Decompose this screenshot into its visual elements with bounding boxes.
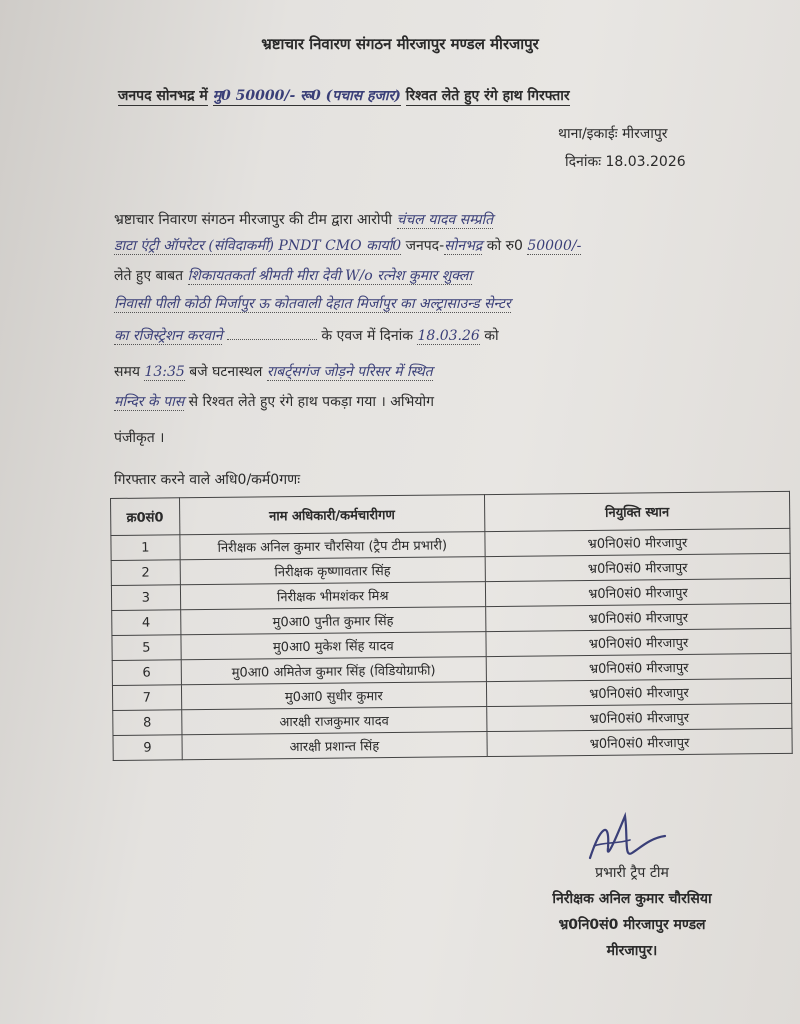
body-line-3 xyxy=(114,266,472,285)
body-line-2 xyxy=(114,236,581,255)
roster-table xyxy=(110,491,793,761)
row-posting: भ्र0नि0सं0 मीरजापुर xyxy=(485,578,790,606)
body-line-1 xyxy=(114,210,493,229)
body-l6-printed-a: समय xyxy=(114,364,140,380)
row-serial: 2 xyxy=(111,560,180,586)
signatory-name: निरीक्षक अनिल कुमार चौरसिया xyxy=(552,891,712,907)
row-serial: 6 xyxy=(112,660,181,686)
body-l3-printed: लेते हुए बाबत xyxy=(114,268,184,284)
row-serial: 3 xyxy=(111,585,180,611)
row-name: आरक्षी प्रशान्त सिंह xyxy=(182,732,488,760)
accused-designation: डाटा एंट्री ऑपरेटर (संविदाकर्मी) PNDT CMO कार्या0 xyxy=(114,238,402,254)
row-posting: भ्र0नि0सं0 मीरजापुर xyxy=(486,628,791,656)
row-posting: भ्र0नि0सं0 मीरजापुर xyxy=(487,728,792,756)
body-line-8: पंजीकृत । xyxy=(114,430,165,446)
body-l2-printed-a: जनपद- xyxy=(405,238,445,254)
row-name: निरीक्षक अनिल कुमार चौरसिया (ट्रैप टीम प्रभारी) xyxy=(180,532,486,560)
row-serial: 1 xyxy=(111,535,180,561)
body-line-4 xyxy=(114,294,511,313)
column-header-serial: क्र0सं0 xyxy=(111,498,180,536)
body-l5-printed: के एवज में दिनांक xyxy=(321,328,413,344)
bribe-amount: 50000/- xyxy=(527,238,582,254)
row-posting: भ्र0नि0सं0 मीरजापुर xyxy=(486,603,791,631)
row-name: मु0आ0 मुकेश सिंह यादव xyxy=(181,632,487,660)
body-line-5 xyxy=(114,326,499,345)
row-serial: 7 xyxy=(112,685,181,711)
row-serial: 8 xyxy=(113,710,182,736)
row-serial: 5 xyxy=(112,635,181,661)
column-header-posting: नियुक्ति स्थान xyxy=(484,491,789,531)
incident-location: राबर्ट्सगंज जोड़ने परिसर में स्थित xyxy=(266,364,433,380)
document-title: भ्रष्टाचार निवारण संगठन मीरजापुर मण्डल मीरजापुर xyxy=(261,35,539,53)
row-name: मु0आ0 सुधीर कुमार xyxy=(181,682,487,710)
row-name: मु0आ0 अमितेज कुमार सिंह (विडियोग्राफी) xyxy=(181,657,487,685)
signature-icon xyxy=(580,808,670,868)
column-header-name: नाम अधिकारी/कर्मचारीगण xyxy=(179,495,485,535)
row-posting: भ्र0नि0सं0 मीरजापुर xyxy=(486,678,791,706)
subtitle-amount: मु0 50000/- रू0 (पचास हजार) xyxy=(212,88,401,104)
signatory-block xyxy=(522,860,742,964)
complainant-address: निवासी पीली कोठी मिर्जापुर ऊ कोतवाली देहात मिर्जापुर का अल्ट्रासाउन्ड सेन्टर xyxy=(114,296,511,312)
subtitle-prefix: जनपद सोनभद्र में xyxy=(118,88,208,104)
purpose: का रजिस्ट्रेशन करवाने xyxy=(114,328,223,344)
incident-location-cont: मन्दिर के पास xyxy=(114,394,185,410)
incident-time: 13:35 xyxy=(144,364,185,380)
row-name: निरीक्षक कृष्णावतार सिंह xyxy=(180,557,486,585)
row-name: आरक्षी राजकुमार यादव xyxy=(181,707,487,735)
station-label: थाना/इकाईः मीरजापुर xyxy=(558,126,668,142)
roster-heading: गिरफ्तार करने वाले अधि0/कर्म0गणः xyxy=(114,472,301,488)
district-name: सोनभद्र xyxy=(444,238,483,254)
body-l1-printed: भ्रष्टाचार निवारण संगठन मीरजापुर की टीम द्वारा आरोपी xyxy=(114,212,393,228)
accused-name: चंचल यादव सम्प्रति xyxy=(396,212,494,228)
body-l2-printed-b: को रु0 xyxy=(486,238,523,254)
date-label: दिनांकः 18.03.2026 xyxy=(565,154,686,170)
body-l7-printed: से रिश्वत लेते हुए रंगे हाथ पकड़ा गया । अभियोग xyxy=(188,394,435,410)
row-serial: 9 xyxy=(113,735,182,761)
signatory-unit: भ्र0नि0सं0 मीरजापुर मण्डल xyxy=(558,917,706,933)
body-line-7 xyxy=(114,392,434,411)
row-serial: 4 xyxy=(112,610,181,636)
signatory-city: मीरजापुर। xyxy=(606,943,658,959)
signatory-role: प्रभारी ट्रैप टीम xyxy=(595,865,669,881)
incident-date: 18.03.26 xyxy=(417,328,480,344)
body-l6-printed-b: बजे घटनास्थल xyxy=(189,364,263,380)
document-subtitle xyxy=(118,86,570,105)
row-name: मु0आ0 पुनीत कुमार सिंह xyxy=(180,607,486,635)
row-posting: भ्र0नि0सं0 मीरजापुर xyxy=(486,653,791,681)
row-posting: भ्र0नि0सं0 मीरजापुर xyxy=(485,553,790,581)
body-line-6 xyxy=(114,362,433,381)
row-posting: भ्र0नि0सं0 मीरजापुर xyxy=(487,703,792,731)
body-l5-printed-b: को xyxy=(484,328,499,344)
row-posting: भ्र0नि0सं0 मीरजापुर xyxy=(485,528,790,556)
complainant-name: शिकायतकर्ता श्रीमती मीरा देवी W/o रत्नेश कुमार शुक्ला xyxy=(187,268,473,284)
subtitle-suffix: रिश्वत लेते हुए रंगे हाथ गिरफ्तार xyxy=(405,88,570,104)
row-name: निरीक्षक भीमशंकर मिश्र xyxy=(180,582,486,610)
